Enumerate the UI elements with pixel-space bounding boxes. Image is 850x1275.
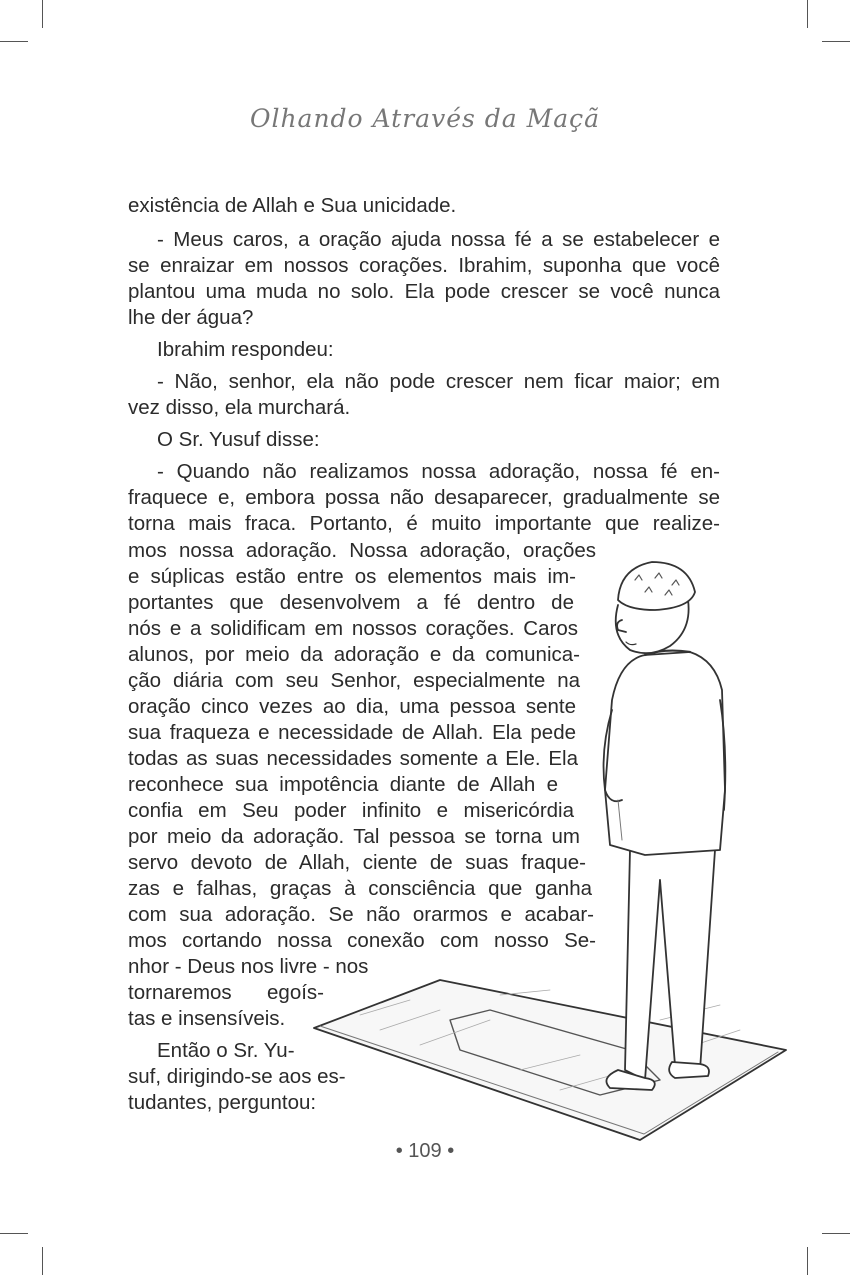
text-line: mos cortando nossa conexão com nosso Se- [128,929,596,952]
crop-mark [807,1247,808,1275]
text-line: lhe der água? [128,306,254,329]
text-line: suf, dirigindo-se aos es- [128,1065,346,1088]
crop-mark [822,1233,850,1234]
text-line: sua fraqueza e necessidade de Allah. Ela pede [128,721,576,744]
text-line: tudantes, perguntou: [128,1091,317,1114]
text-line: fraquece e, embora possa não desaparecer, gradualmente se [128,486,720,509]
text-line: Então o Sr. Yu- [157,1039,295,1062]
text-line: nhor - Deus nos livre - nos [128,955,369,978]
text-line: - Meus caros, a oração ajuda nossa fé a se estabelecer e [157,228,720,251]
text-line: nós e a solidificam em nossos corações. Caros [128,617,578,640]
text-line: mos nossa adoração. Nossa adoração, orações [128,539,596,562]
text-line: alunos, por meio da adoração e da comunica- [128,643,580,666]
text-line: plantou uma muda no solo. Ela pode crescer se você nunca [128,280,720,303]
crop-mark [0,1233,28,1234]
text-line: - Quando não realizamos nossa adoração, nossa fé en- [157,460,720,483]
text-line: todas as suas necessidades somente a Ele. Ela [128,747,578,770]
text-line: tornaremos egoís- [128,981,324,1004]
text-line: tas e insensíveis. [128,1007,286,1030]
text-line: torna mais fraca. Portanto, é muito importante que realize- [128,512,720,535]
running-title: Olhando Através da Maçã [249,104,601,133]
text-line: existência de Allah e Sua unicidade. [128,194,457,217]
text-line: e súplicas estão entre os elementos mais im- [128,565,576,588]
text-line: - Não, senhor, ela não pode crescer nem ficar maior; em [157,370,720,393]
text-line: portantes que desenvolvem a fé dentro de [128,591,574,614]
text-line: Ibrahim respondeu: [157,338,334,361]
praying-boy-illustration [300,550,800,1150]
crop-mark [807,0,808,28]
text-line: reconhece sua impotência diante de Allah e [128,773,558,796]
crop-mark [42,1247,43,1275]
text-line: se enraizar em nossos corações. Ibrahim, suponha que você [128,254,720,277]
text-line: ção diária com seu Senhor, especialmente na [128,669,580,692]
text-line: vez disso, ela murchará. [128,396,351,419]
crop-mark [42,0,43,28]
text-line: por meio da adoração. Tal pessoa se torna um [128,825,580,848]
text-line: oração cinco vezes ao dia, uma pessoa sente [128,695,576,718]
text-line: servo devoto de Allah, ciente de suas fraque- [128,851,586,874]
text-line: O Sr. Yusuf disse: [157,428,320,451]
text-line: zas e falhas, graças à consciência que ganha [128,877,592,900]
crop-mark [0,41,28,42]
page-number: • 109 • [395,1140,455,1162]
crop-mark [822,41,850,42]
text-line: confia em Seu poder infinito e misericórdia [128,799,574,822]
text-line: com sua adoração. Se não orarmos e acabar- [128,903,594,926]
prayer-mat [314,980,786,1140]
